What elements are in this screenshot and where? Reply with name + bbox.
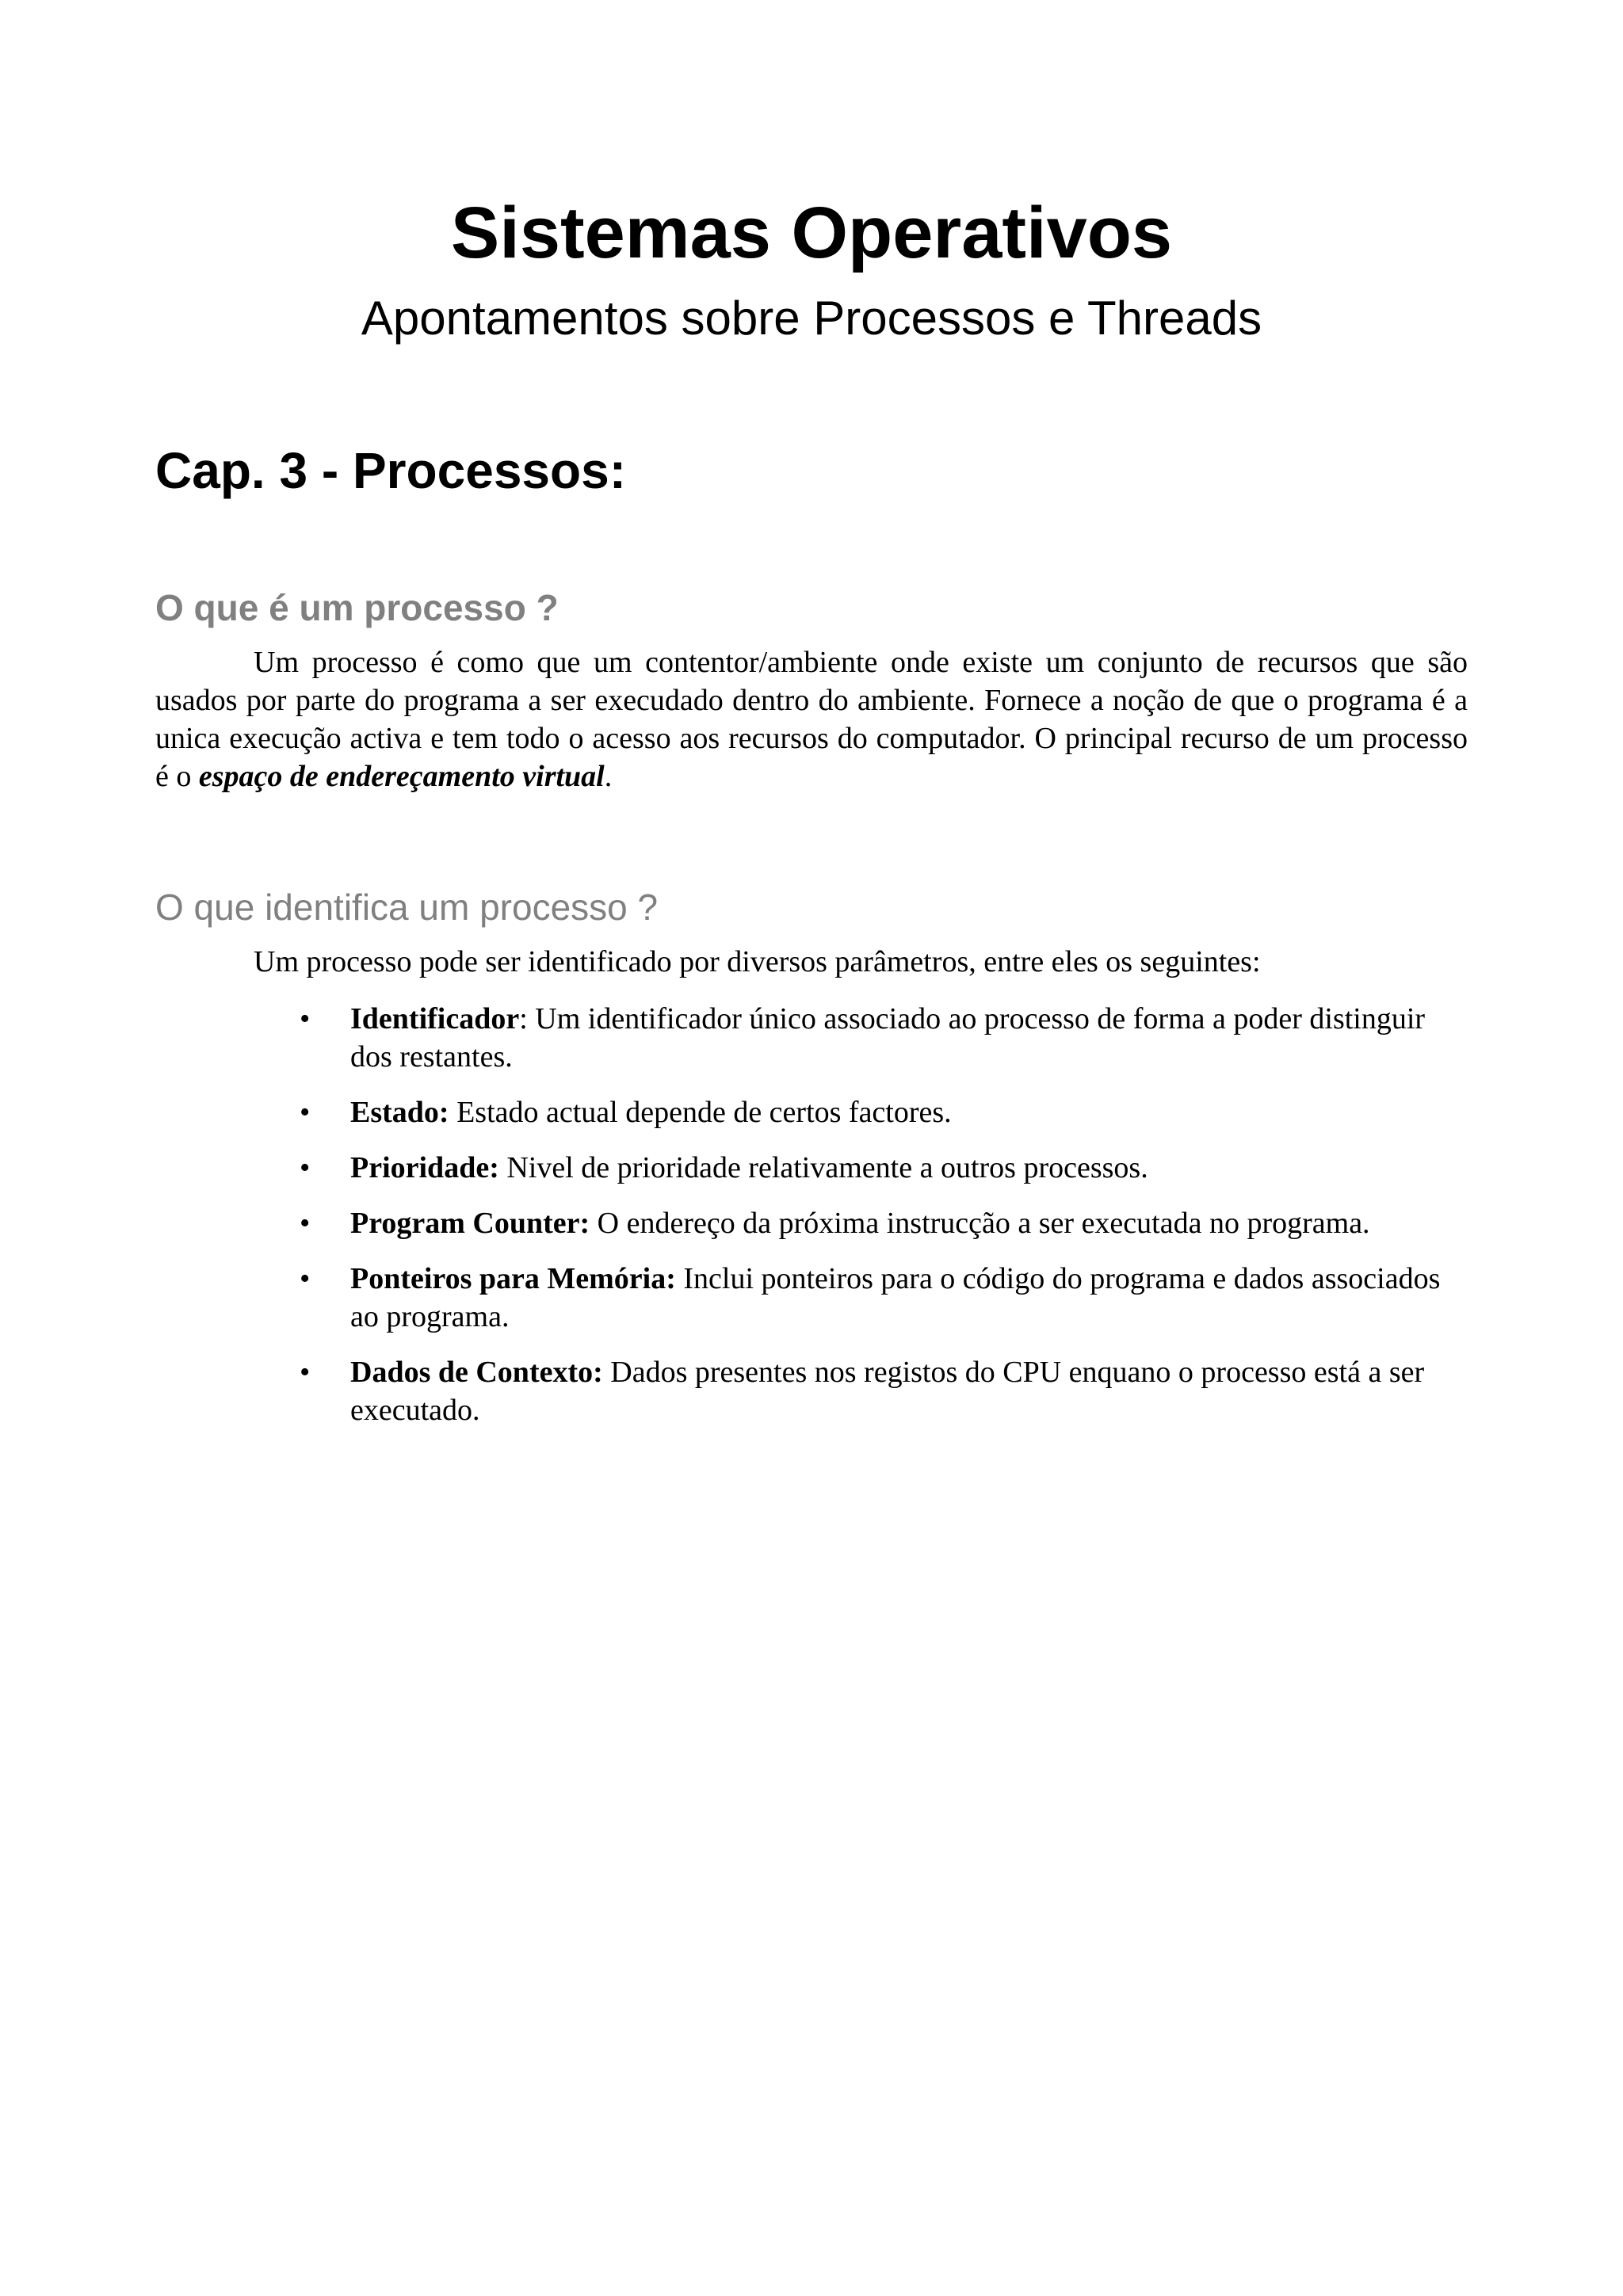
paragraph-text: Um processo é como que um contentor/ambiente onde existe um conjunto de recursos que são usados por parte do programa a ser execudado dentro do ambiente. Fornece a noção de que o programa é a unica execução activa e tem todo o acesso aos recursos do computador. O principal recurso de um processo é o: [155, 646, 1468, 793]
section-heading-what-is-process: O que é um processo ?: [155, 587, 559, 628]
identification-intro: Um processo pode ser identificado por diversos parâmetros, entre eles os seguintes:: [254, 945, 1261, 978]
bullet-icon: •: [300, 1262, 311, 1295]
list-item-text: : Um identificador único associado ao processo de forma a poder distinguir dos restantes.: [350, 1002, 1426, 1074]
list-item-term: Estado:: [350, 1096, 449, 1129]
list-item-text: Dados presentes nos registos do CPU enquano o processo está a ser executado.: [350, 1356, 1425, 1427]
bullet-icon: •: [300, 1207, 311, 1240]
list-item-term: Dados de Contexto:: [350, 1356, 603, 1389]
list-item-term: Program Counter:: [350, 1207, 590, 1240]
paragraph-end: .: [604, 760, 613, 793]
bullet-icon: •: [300, 1002, 311, 1035]
section-heading-process-identification: O que identifica um processo ?: [155, 887, 659, 928]
list-item: [300, 1204, 1468, 1242]
list-item: [300, 1260, 1468, 1336]
paragraph-emphasis: espaço de endereçamento virtual: [198, 760, 605, 793]
list-item-term: Identificador: [350, 1002, 520, 1035]
list-item-text: O endereço da próxima instrucção a ser executada no programa.: [590, 1207, 1370, 1240]
list-item: [300, 1000, 1468, 1076]
document-title: Sistemas Operativos: [450, 193, 1173, 273]
list-item-term: Prioridade:: [350, 1151, 499, 1184]
list-item-term: Ponteiros para Memória:: [350, 1262, 676, 1295]
list-item: [300, 1093, 1468, 1131]
list-item: [300, 1353, 1468, 1429]
list-item: [300, 1149, 1468, 1187]
list-item-text: Estado actual depende de certos factores.: [449, 1096, 952, 1129]
process-definition-paragraph: [155, 643, 1468, 795]
bullet-icon: •: [300, 1151, 311, 1184]
list-item-text: Inclui ponteiros para o código do programa e dados associados ao programa.: [350, 1262, 1441, 1333]
identification-list: [155, 1000, 1468, 1429]
chapter-heading: Cap. 3 - Processos:: [155, 442, 626, 499]
list-item-text: Nivel de prioridade relativamente a outros processos.: [498, 1151, 1148, 1184]
document-page: [0, 193, 1623, 2296]
document-subtitle: Apontamentos sobre Processos e Threads: [361, 292, 1262, 345]
bullet-icon: •: [300, 1096, 311, 1129]
bullet-icon: •: [300, 1356, 311, 1389]
